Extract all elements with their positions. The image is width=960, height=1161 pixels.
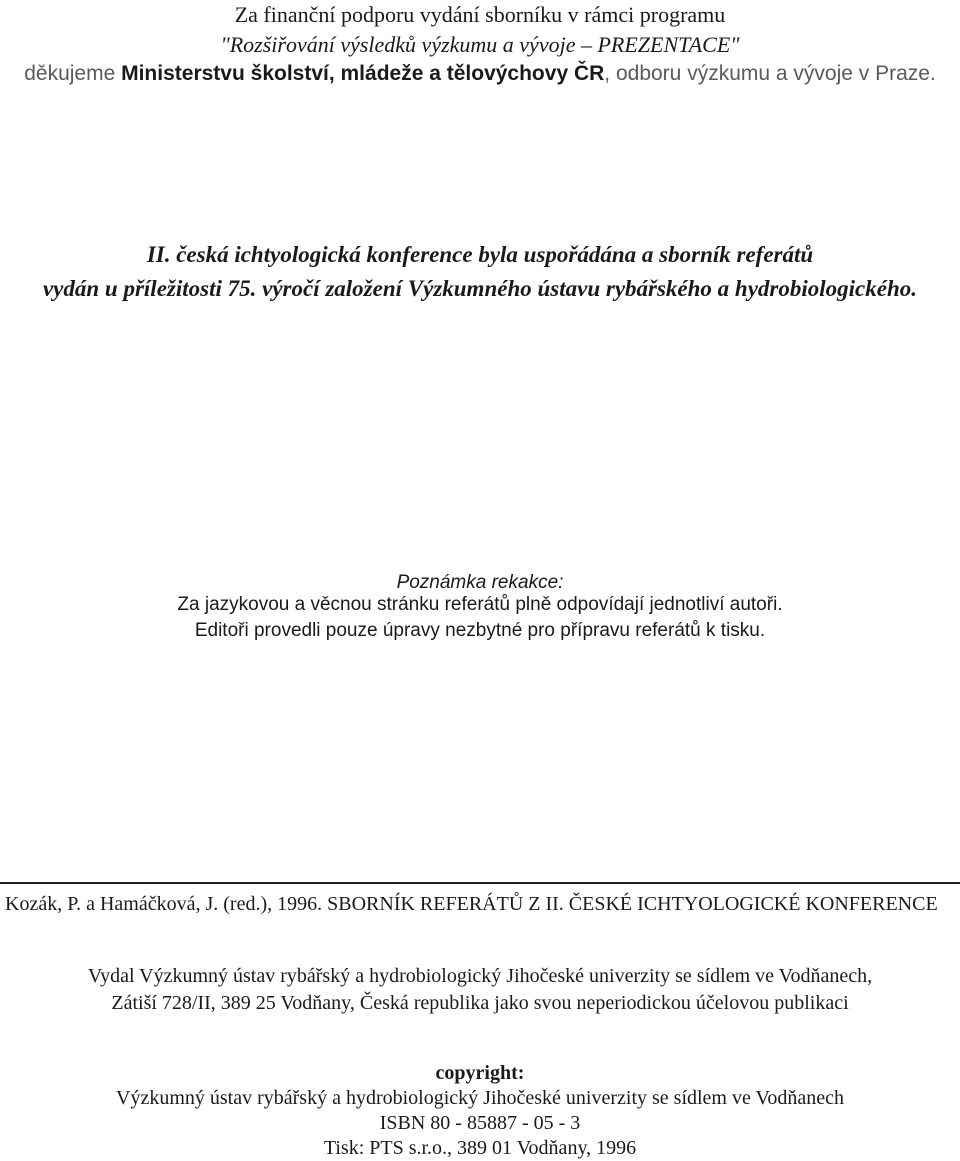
editorial-note-line-1: Za jazykovou a věcnou stránku referátů plně odpovídají jednotliví autoři. [177, 594, 783, 615]
funding-department: , odboru výzkumu a vývoje v Praze. [604, 62, 936, 85]
funding-program-name: "Rozšiřování výsledků výzkumu a vývoje – PREZENTACE" [220, 32, 740, 57]
conference-note-line-1: II. česká ichtyologická konference byla uspořádána a sborník referátů [146, 242, 814, 267]
citation-line: Kozák, P. a Hamáčková, J. (red.), 1996. SBORNÍK REFERÁTŮ Z II. ČESKÉ ICHTYOLOGICKÉ KONFERENCE [5, 893, 938, 915]
conference-note-line-2: vydán u příležitosti 75. výročí založení Výzkumného ústavu rybářského a hydrobiologického. [42, 276, 918, 301]
funding-thanks-prefix: děkujeme [24, 62, 122, 85]
funding-ministry-name: Ministerstvu školství, mládeže a tělovýchovy ČR [121, 62, 605, 85]
funding-line-3 [0, 62, 960, 86]
publisher-line-1: Vydal Výzkumný ústav rybářský a hydrobiologický Jihočeské univerzity se sídlem ve Vodňanech, [87, 965, 873, 987]
copyright-holder: Výzkumný ústav rybářský a hydrobiologický Jihočeské univerzity se sídlem ve Vodňanech [116, 1087, 844, 1109]
divider-rule [0, 882, 960, 884]
editorial-note-title: Poznámka rekakce: [396, 572, 564, 593]
funding-line-1: Za finanční podporu vydání sborníku v rámci programu [234, 2, 726, 27]
isbn-line: ISBN 80 - 85887 - 05 - 3 [379, 1112, 581, 1134]
publisher-line-2: Zátiší 728/II, 389 25 Vodňany, Česká republika jako svou neperiodickou účelovou publikaci [111, 992, 849, 1014]
print-line: Tisk: PTS s.r.o., 389 01 Vodňany, 1996 [323, 1137, 637, 1159]
copyright-label: copyright: [435, 1062, 525, 1084]
editorial-note-line-2: Editoři provedli pouze úpravy nezbytné pro přípravu referátů k tisku. [194, 620, 766, 641]
